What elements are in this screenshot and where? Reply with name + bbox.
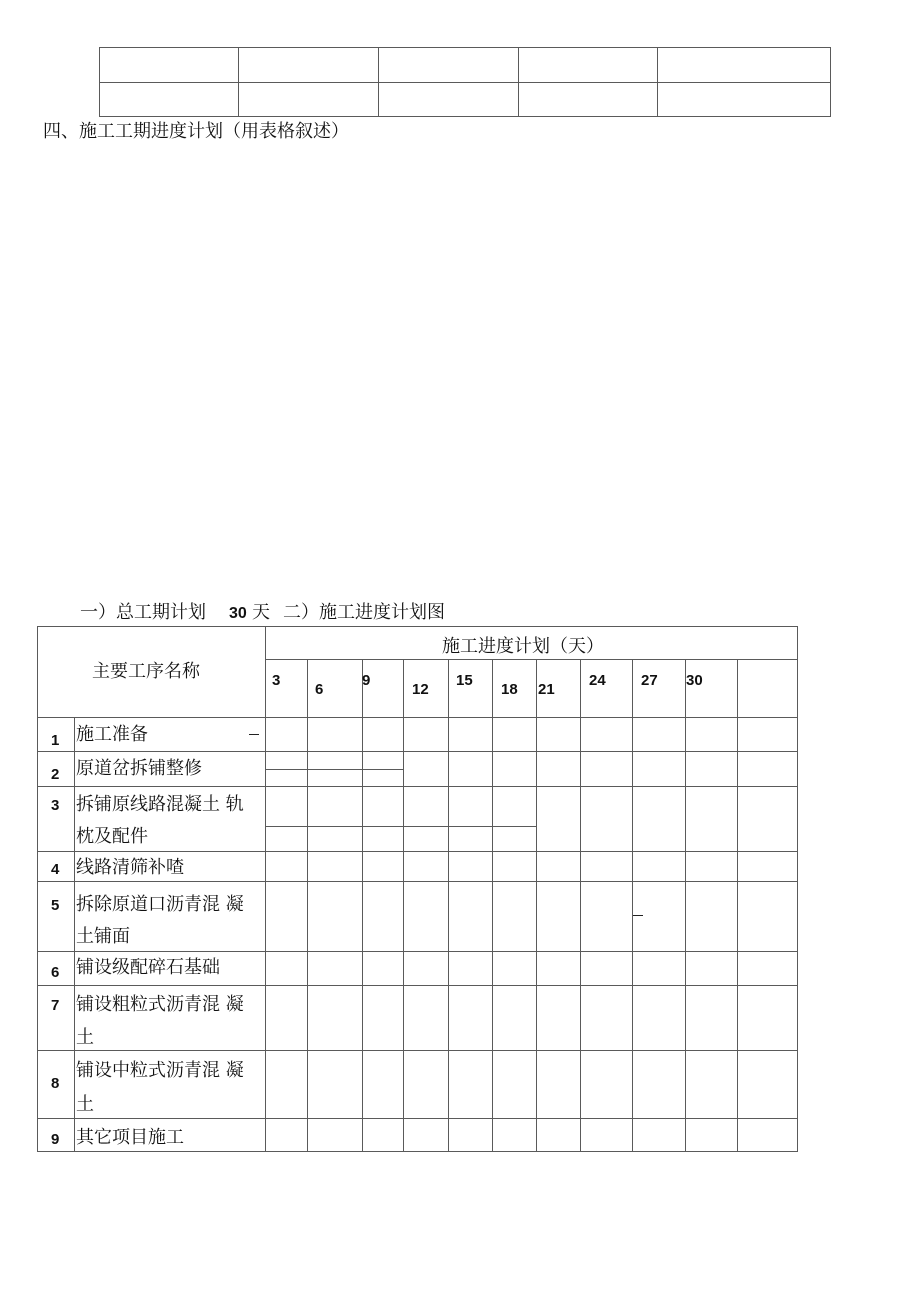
row-number: 7 <box>51 997 60 1014</box>
section-heading: 四、施工工期进度计划（用表格叙述） <box>43 121 349 142</box>
row-number: 5 <box>51 897 60 914</box>
day-col-label: 24 <box>589 672 606 689</box>
process-name: 施工准备 <box>76 724 148 745</box>
process-name: 其它项目施工 <box>76 1127 184 1148</box>
schedule-header: 施工进度计划（天） <box>442 636 604 657</box>
day-col-label: 9 <box>362 672 371 689</box>
day-col-label: 15 <box>456 672 473 689</box>
process-name: 线路清筛补喳 <box>76 857 184 878</box>
process-name-cont: 土铺面 <box>76 926 130 947</box>
day-col-label: 6 <box>315 681 324 698</box>
process-name-header: 主要工序名称 <box>92 661 200 682</box>
row-number: 3 <box>51 797 60 814</box>
process-name: 铺设中粒式沥青混 凝 <box>76 1060 244 1081</box>
progress-mark <box>249 734 259 735</box>
total-period-label: 一）总工期计划 <box>80 602 206 623</box>
day-col-label: 18 <box>501 681 518 698</box>
day-col-label: 12 <box>412 681 429 698</box>
day-col-label: 27 <box>641 672 658 689</box>
row-number: 1 <box>51 732 60 749</box>
progress-mark <box>633 915 643 916</box>
row-number: 2 <box>51 766 60 783</box>
day-col-label: 3 <box>272 672 281 689</box>
process-name-cont: 土 <box>76 1027 94 1048</box>
process-name-cont: 枕及配件 <box>76 826 148 847</box>
process-name: 拆铺原线路混凝土 轨 <box>76 794 244 815</box>
row-number: 9 <box>51 1131 60 1148</box>
total-days-value: 30 <box>229 605 247 622</box>
row-number: 4 <box>51 861 60 878</box>
row-number: 6 <box>51 964 60 981</box>
process-name: 铺设粗粒式沥青混 凝 <box>76 994 244 1015</box>
process-name: 原道岔拆铺整修 <box>76 758 202 779</box>
day-col-label: 30 <box>686 672 703 689</box>
process-name: 铺设级配碎石基础 <box>76 957 220 978</box>
day-col-label: 21 <box>538 681 555 698</box>
process-name: 拆除原道口沥青混 凝 <box>76 894 244 915</box>
row-number: 8 <box>51 1075 60 1092</box>
process-name-cont: 土 <box>76 1094 94 1115</box>
chart-title: 二）施工进度计划图 <box>283 602 445 623</box>
total-days-unit: 天 <box>252 602 270 623</box>
